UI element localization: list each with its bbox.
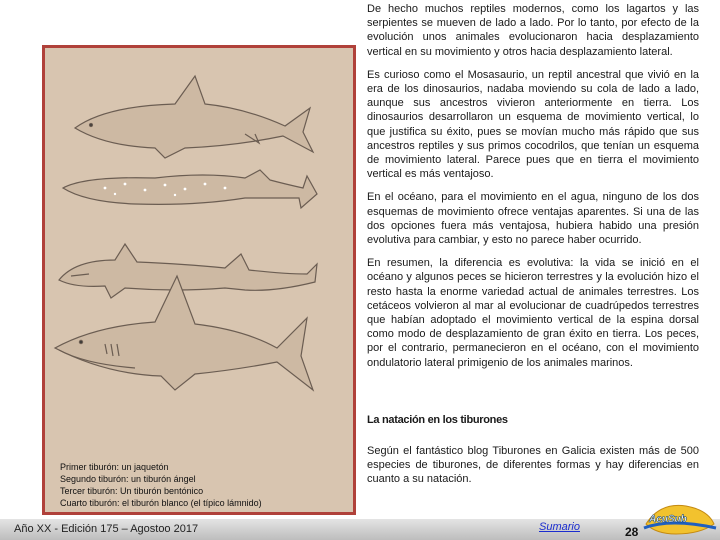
figure-caption <box>60 461 350 509</box>
page-number: 28 <box>625 525 639 539</box>
article-paragraph: En resumen, la diferencia es evolutiva: la vida se inició en el océano y algunos peces se hicieron terrestres y la evolución hizo el resto hasta la enorme variedad actual de animales terrestres. Los cetáceos volvieron al mar al evolucionar de cuadrúpedos terrestres que habían adoptado el movimiento vertical de la espina dorsal como modo de desplazamiento de gran éxito en tierra. Los peces, por el contrario, permanecieron en el océano, con el movimiento ondulatorio lateral primigenio de los animales marinos. <box>367 257 699 369</box>
logo-text: AcuSub <box>649 514 687 525</box>
caption-line: Cuarto tiburón: el tiburón blanco (el típico lámnido) <box>60 498 262 508</box>
shark-4-white <box>55 276 313 390</box>
shark-illustrations <box>45 48 353 512</box>
article-paragraph: En el océano, para el movimiento en el agua, ninguno de los dos esquemas de movimiento ofrece ventajas aparentes. Si una de las dos opciones fuera más ventajosa, hubiera habido una presión evolutiva para cambiar, y esto no parece haber ocurrido. <box>367 191 699 247</box>
shark-illustration-frame <box>42 45 356 515</box>
edition-info: Año XX - Edición 175 – Agostoo 2017 <box>14 523 199 535</box>
shark-1-jaqueton <box>75 76 313 158</box>
article-body <box>367 2 699 379</box>
sumario-link[interactable]: Sumario <box>539 521 580 533</box>
article-paragraph: De hecho muchos reptiles modernos, como los lagartos y las serpientes se mueven de lado a lado. Por lo tanto, por efecto de la evolución unos animales evolucionaron hacia desplazamiento vertical en su movimiento y otros hacia desplazamiento lateral. <box>367 3 699 58</box>
caption-line: Primer tiburón: un jaquetón <box>60 462 169 472</box>
caption-line: Tercer tiburón: Un tiburón bentónico <box>60 486 204 496</box>
article-paragraph: Es curioso como el Mosasaurio, un reptil ancestral que vivió en la era de los dinosaurios, nadaba moviendo su cola de lado a lado, aunque sus ancestros vivieron anteriormente en tierra. Los dinosaurios desarrollaron un esquema de movimiento vertical, lo que justifica su éxito, pues se movían mucho más rápido que sus ancestros reptiles y sus primos cocodrilos, que tenían un esquema de movimiento lateral. Parece pues que en tierra el movimiento vertical es más ventajoso. <box>367 68 699 181</box>
caption-line: Segundo tiburón: un tiburón ángel <box>60 474 196 484</box>
shark-3-benthic <box>59 244 317 298</box>
shark-2-angel <box>63 170 317 208</box>
closing-paragraph: Según el fantástico blog Tiburones en Galicia existen más de 500 especies de tiburones, de diferentes formas y hay diferencias en cuanto a su natación. <box>367 445 699 486</box>
section-heading: La natación en los tiburones <box>367 414 508 426</box>
